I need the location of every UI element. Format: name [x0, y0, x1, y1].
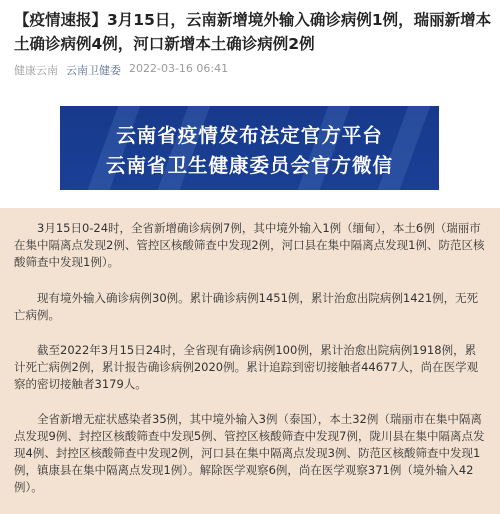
banner-line-2: 云南省卫生健康委员会官方微信	[105, 154, 393, 177]
report-paragraph: 截至2022年3月15日24时，全省现有确诊病例100例，累计治愈出院病例1918例，累计死亡病例2例，累计报告确诊病例2020例。累计追踪到密切接触者44677人，尚在医学观察的密切接触者3179人。	[14, 343, 479, 391]
source-label: 健康云南	[14, 64, 58, 77]
report-paragraph: 3月15日0-24时，全省新增确诊病例7例，其中境外输入1例（缅甸），本土6例（瑞丽市在集中隔离点发现2例、管控区核酸筛查中发现2例，河口县在集中隔离点发现1例、防范区核酸筛查中发现1例）。	[14, 221, 485, 269]
article-meta	[14, 62, 228, 78]
banner-line-1: 云南省疫情发布法定官方平台	[116, 124, 383, 147]
report-paragraph: 全省新增无症状感染者35例，其中境外输入3例（泰国），本土32例（瑞丽市在集中隔离点发现9例、封控区核酸筛查中发现5例、管控区核酸筛查中发现7例，陇川县在集中隔离点发现4例、封控区核酸筛查中发现2例，河口县在集中隔离点发现3例、防范区核酸筛查中发现1例，镇康县在集中隔离点发现1例）。解除医学观察6例，尚在医学观察371例（境外输入42例）。	[14, 412, 485, 494]
account-name-link[interactable]: 云南卫健委	[66, 64, 121, 77]
header-banner	[60, 106, 439, 190]
article-title: 【疫情速报】3月15日，云南新增境外输入确诊病例1例，瑞丽新增本土确诊病例4例，河口新增本土确诊病例2例	[14, 11, 492, 53]
publish-date: 2022-03-16 06:41	[129, 62, 229, 75]
report-paragraph: 现有境外输入确诊病例30例。累计确诊病例1451例，累计治愈出院病例1421例，无死亡病例。	[14, 291, 479, 322]
report-content-panel	[0, 208, 500, 514]
